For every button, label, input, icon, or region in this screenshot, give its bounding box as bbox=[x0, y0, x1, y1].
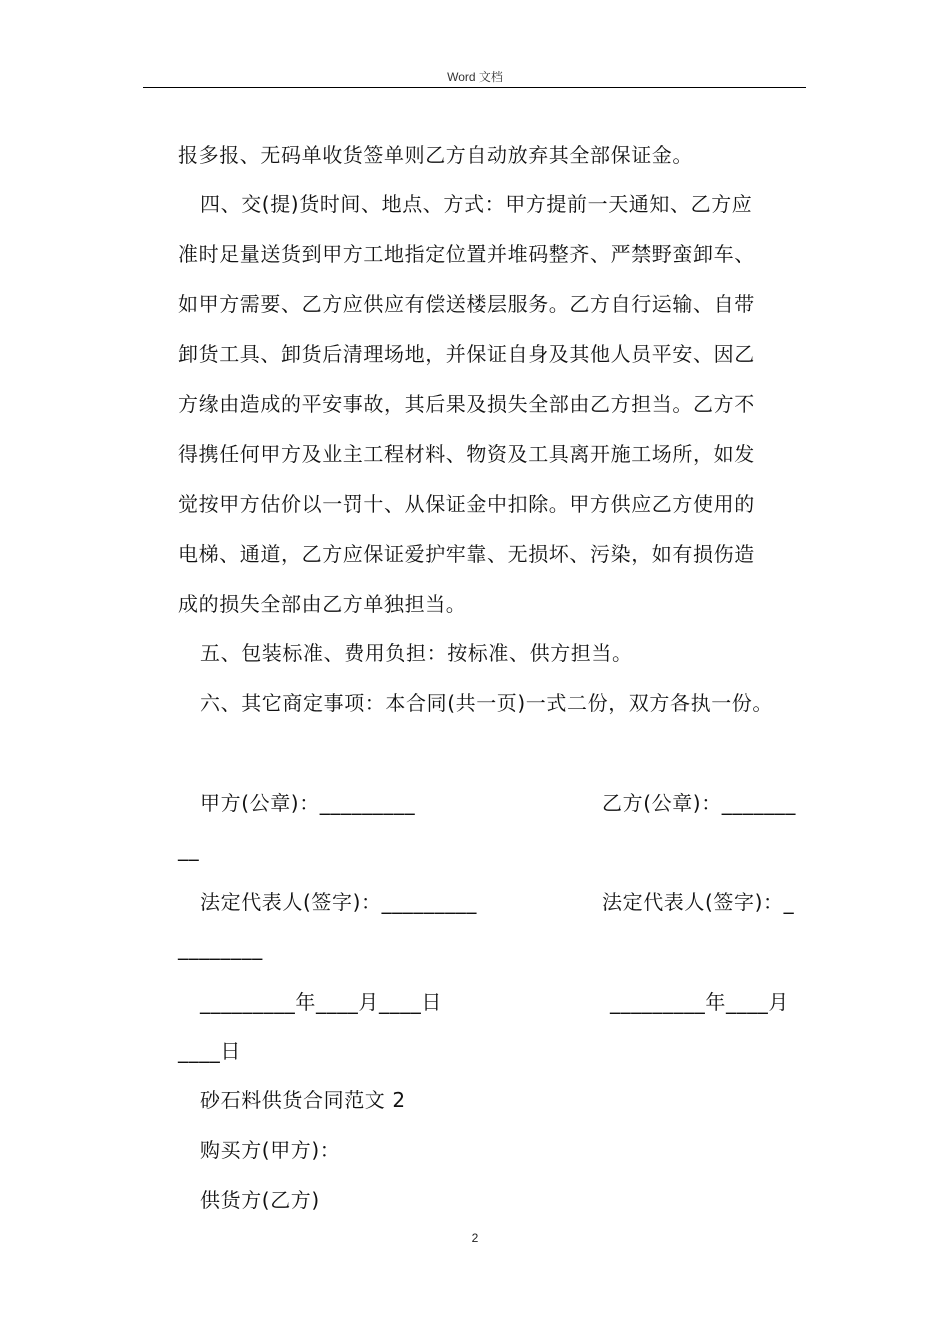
paragraph-line: 如甲方需要、乙方应供应有偿送楼层服务。乙方自行运输、自带 bbox=[178, 292, 755, 316]
party-b-representative-field-continued: ________ bbox=[178, 936, 263, 960]
party-b-representative-field: 法定代表人(签字)：_ bbox=[602, 890, 795, 914]
party-b-seal-field: 乙方(公章)：_______ bbox=[602, 791, 797, 815]
paragraph-line: 准时足量送货到甲方工地指定位置并堆码整齐、严禁野蛮卸车、 bbox=[178, 242, 755, 266]
paragraph-line: 电梯、通道，乙方应保证爱护牢靠、无损坏、污染，如有损伤造 bbox=[178, 542, 755, 566]
header-divider bbox=[143, 87, 806, 88]
party-a-date-field: _________年____月____日 bbox=[200, 990, 442, 1014]
party-b-seal-field-continued: __ bbox=[178, 837, 200, 861]
page-number: 2 bbox=[471, 1231, 479, 1245]
party-a-seal-field: 甲方(公章)：_________ bbox=[200, 791, 416, 815]
party-a-representative-field: 法定代表人(签字)：_________ bbox=[200, 890, 478, 914]
paragraph-line: 六、其它商定事项：本合同(共一页)一式二份，双方各执一份。 bbox=[200, 691, 774, 715]
party-b-date-field: _________年____月 bbox=[610, 990, 789, 1014]
paragraph-line: 方缘由造成的平安事故，其后果及损失全部由乙方担当。乙方不 bbox=[178, 392, 755, 416]
paragraph-line: 觉按甲方估价以一罚十、从保证金中扣除。甲方供应乙方使用的 bbox=[178, 492, 755, 516]
section-title: 砂石料供货合同范文 2 bbox=[200, 1088, 406, 1112]
paragraph-line: 成的损失全部由乙方单独担当。 bbox=[178, 592, 467, 616]
paragraph-line: 报多报、无码单收货签单则乙方自动放弃其全部保证金。 bbox=[178, 143, 693, 167]
supplier-label: 供货方(乙方) bbox=[200, 1188, 320, 1212]
paragraph-line: 卸货工具、卸货后清理场地，并保证自身及其他人员平安、因乙 bbox=[178, 342, 755, 366]
page-header-title: Word 文档 bbox=[447, 70, 503, 84]
buyer-label: 购买方(甲方)： bbox=[200, 1138, 341, 1162]
paragraph-line: 五、包装标准、费用负担：按标准、供方担当。 bbox=[200, 641, 633, 665]
party-b-date-field-continued: ____日 bbox=[178, 1039, 241, 1063]
paragraph-line: 得携任何甲方及业主工程材料、物资及工具离开施工场所，如发 bbox=[178, 442, 755, 466]
paragraph-line: 四、交(提)货时间、地点、方式：甲方提前一天通知、乙方应 bbox=[200, 192, 753, 216]
